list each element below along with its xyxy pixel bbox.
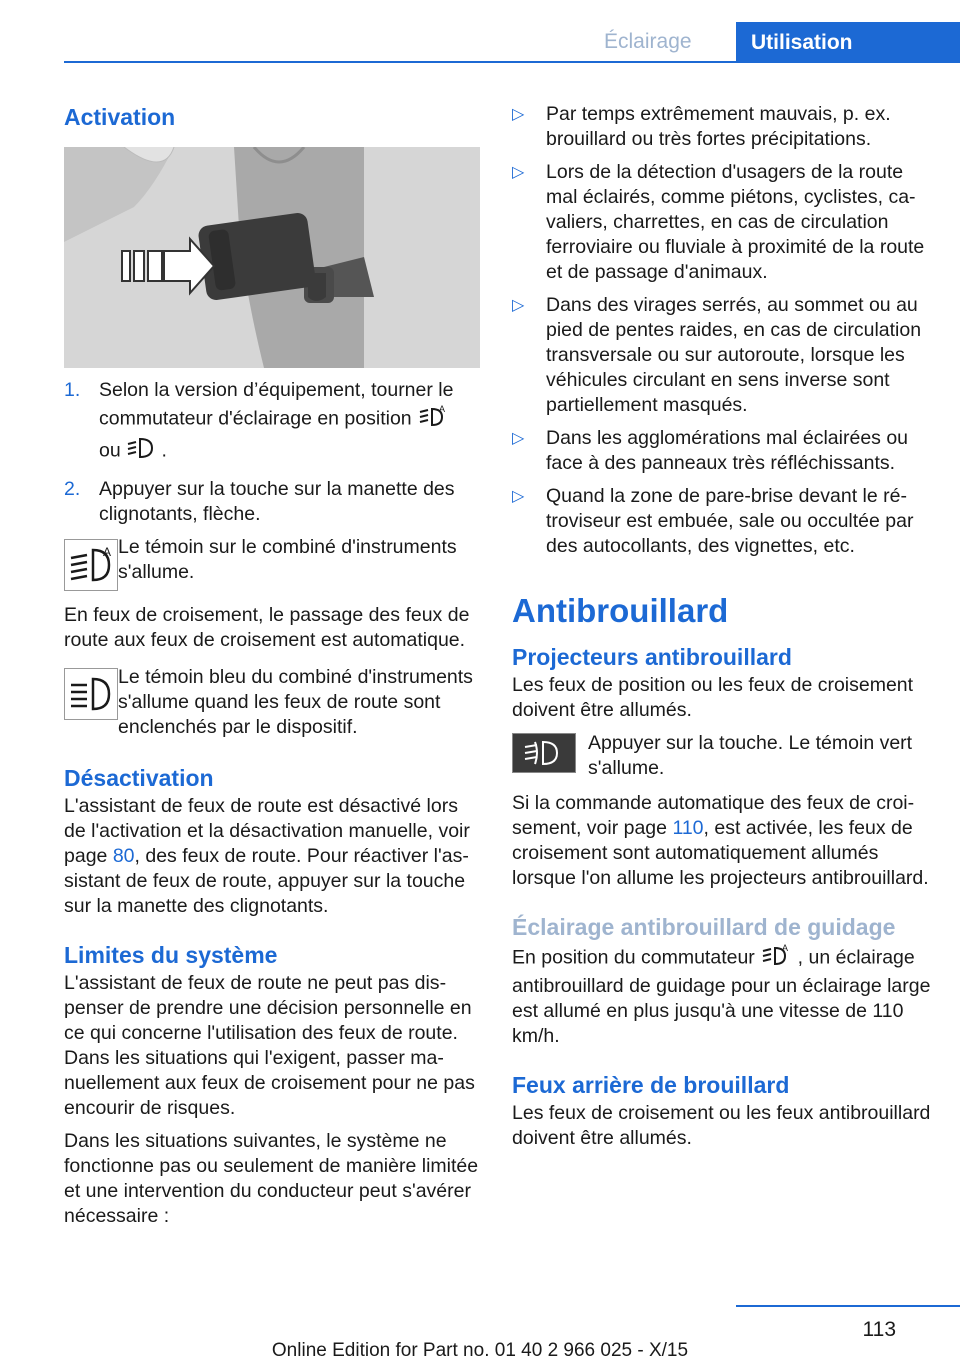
- para-text: Si la commande automatique des feux de croisement, voir page: [512, 792, 915, 839]
- list-item-text: Par temps extrêmement mauvais, p. ex. brouillard ou très fortes précipitations.: [546, 103, 891, 150]
- para-text: En position du commutateur: [512, 946, 755, 969]
- triangle-bullet-icon: ▷: [512, 430, 525, 447]
- step-1: [64, 378, 482, 467]
- para-auto: [512, 791, 932, 891]
- limitations-list: [512, 102, 932, 559]
- list-item: [512, 426, 932, 476]
- left-column: [64, 100, 482, 1229]
- svg-text:A: A: [103, 545, 112, 559]
- indicator-2-text: Le témoin bleu du combiné d'instruments s'allume quand les feux de route sont enclenchés par le dispositif.: [118, 666, 473, 738]
- fog-light-button-icon: [512, 733, 576, 773]
- heading-antibrouillard: Antibrouillard: [512, 592, 729, 629]
- footer-rule: [736, 1305, 960, 1307]
- para-text: , un éclairage antibrouillard de guidage pour un éclairage large est allumé en plus jusqu'à une vitesse de 110 km/h.: [512, 946, 931, 1047]
- step-2: [64, 477, 482, 527]
- low-beam-icon: [126, 436, 156, 467]
- triangle-bullet-icon: ▷: [512, 164, 525, 181]
- step-text: Selon la version d’équipement, tourner le commutateur d'éclairage en position: [99, 379, 454, 430]
- list-item-text: Dans des virages serrés, au sommet ou au pied de pentes raides, en cas de circulation transversale ou sur autoroute, lorsque les véhicules circulant en sens inverse sont partiellement masqués.: [546, 294, 922, 416]
- triangle-bullet-icon: ▷: [512, 297, 525, 314]
- list-item-text: Quand la zone de pare-brise devant le rétroviseur est embuée, sale ou occultée par des autocollants, des vignettes, etc.: [546, 485, 914, 557]
- para-limites-2: Dans les situations suivantes, le système ne fonctionne pas ou seulement de manière limitée et une intervention du conducteur peut s'avérer nécessaire :: [64, 1130, 479, 1227]
- indicator-2: [64, 665, 482, 740]
- step-text: .: [161, 439, 167, 462]
- step-number: 1.: [64, 379, 81, 401]
- para-arriere: Les feux de croisement ou les feux antibrouillard doivent être allumés.: [512, 1102, 931, 1149]
- fog-button-text: Appuyer sur la touche. Le témoin vert s'allume.: [588, 732, 913, 779]
- list-item: [512, 293, 932, 418]
- fog-button-row: [512, 731, 932, 781]
- list-item-text: Dans les agglomérations mal éclairées ou face à des panneaux très réfléchissants.: [546, 427, 909, 474]
- para-text: L'assistant de feux de route est désactivé lors de l'activation et la désactivation manuelle, voir page: [64, 795, 470, 867]
- page-number: 113: [862, 1318, 896, 1341]
- heading-activation: Activation: [64, 104, 176, 130]
- svg-text:A: A: [782, 943, 789, 953]
- heading-arriere: Feux arrière de brouillard: [512, 1072, 790, 1098]
- para-text: , des feux de route. Pour réactiver l'assistant de feux de route, appuyer sur la touche sur la manette des clignotants.: [64, 845, 469, 917]
- indicator-1-text: Le témoin sur le combiné d'instruments s'allume.: [118, 536, 457, 583]
- auto-light-icon: [760, 943, 792, 974]
- auto-light-icon: [417, 403, 449, 436]
- edition-footer: Online Edition for Part no. 01 40 2 966 025 - X/15: [271, 1340, 689, 1361]
- para-text: , est activée, les feux de croisement sont automatiquement allumés lorsque l'on allume les projecteurs antibrouillard.: [512, 817, 929, 889]
- right-column: [512, 102, 932, 1151]
- page-link-80[interactable]: 80: [112, 845, 135, 867]
- turn-signal-stalk-illustration: [64, 147, 480, 368]
- svg-text:A: A: [439, 404, 446, 414]
- triangle-bullet-icon: ▷: [512, 106, 525, 123]
- list-item: [512, 484, 932, 559]
- page-link-110[interactable]: 110: [672, 817, 704, 839]
- list-item-text: Lors de la détection d'usagers de la route mal éclairés, comme piétons, cyclistes, cavaliers, charrettes, en cas de circulation ferroviaire ou fluviale à proximité de la route et de passage d'animaux.: [546, 161, 925, 283]
- para-guidage: [512, 943, 932, 1049]
- list-item: [512, 160, 932, 285]
- header-rule: [64, 61, 960, 63]
- high-beam-assist-icon: [64, 539, 118, 591]
- heading-projecteurs: Projecteurs antibrouillard: [512, 644, 792, 670]
- step-number: 2.: [64, 478, 81, 500]
- heading-desactivation: Désactivation: [64, 765, 214, 791]
- para-limites-1: L'assistant de feux de route ne peut pas dispenser de prendre une décision personnelle en ce qui concerne l'utilisation des feux de route. Dans les situations qui l'exigent, passer manuellement aux feux de croisement pour ne pas encourir de risques.: [64, 972, 475, 1119]
- para-projecteurs: Les feux de position ou les feux de croisement doivent être allumés.: [512, 674, 914, 721]
- header-section: Éclairage: [604, 30, 692, 53]
- para-croisement: En feux de croisement, le passage des feux de route aux feux de croisement est automatique.: [64, 604, 470, 651]
- list-item: [512, 102, 932, 152]
- steps-list: [64, 378, 482, 527]
- triangle-bullet-icon: ▷: [512, 488, 525, 505]
- para-desactivation: [64, 794, 482, 919]
- step-text: ou: [99, 439, 121, 462]
- high-beam-icon: [64, 668, 118, 720]
- header-tab: Utilisation: [736, 22, 960, 63]
- indicator-1: [64, 535, 482, 591]
- step-text: Appuyer sur la touche sur la manette des clignotants, flèche.: [99, 478, 455, 525]
- heading-guidage: Éclairage antibrouillard de guidage: [512, 914, 896, 940]
- stalk-photo: [64, 147, 480, 368]
- heading-limites: Limites du système: [64, 942, 278, 968]
